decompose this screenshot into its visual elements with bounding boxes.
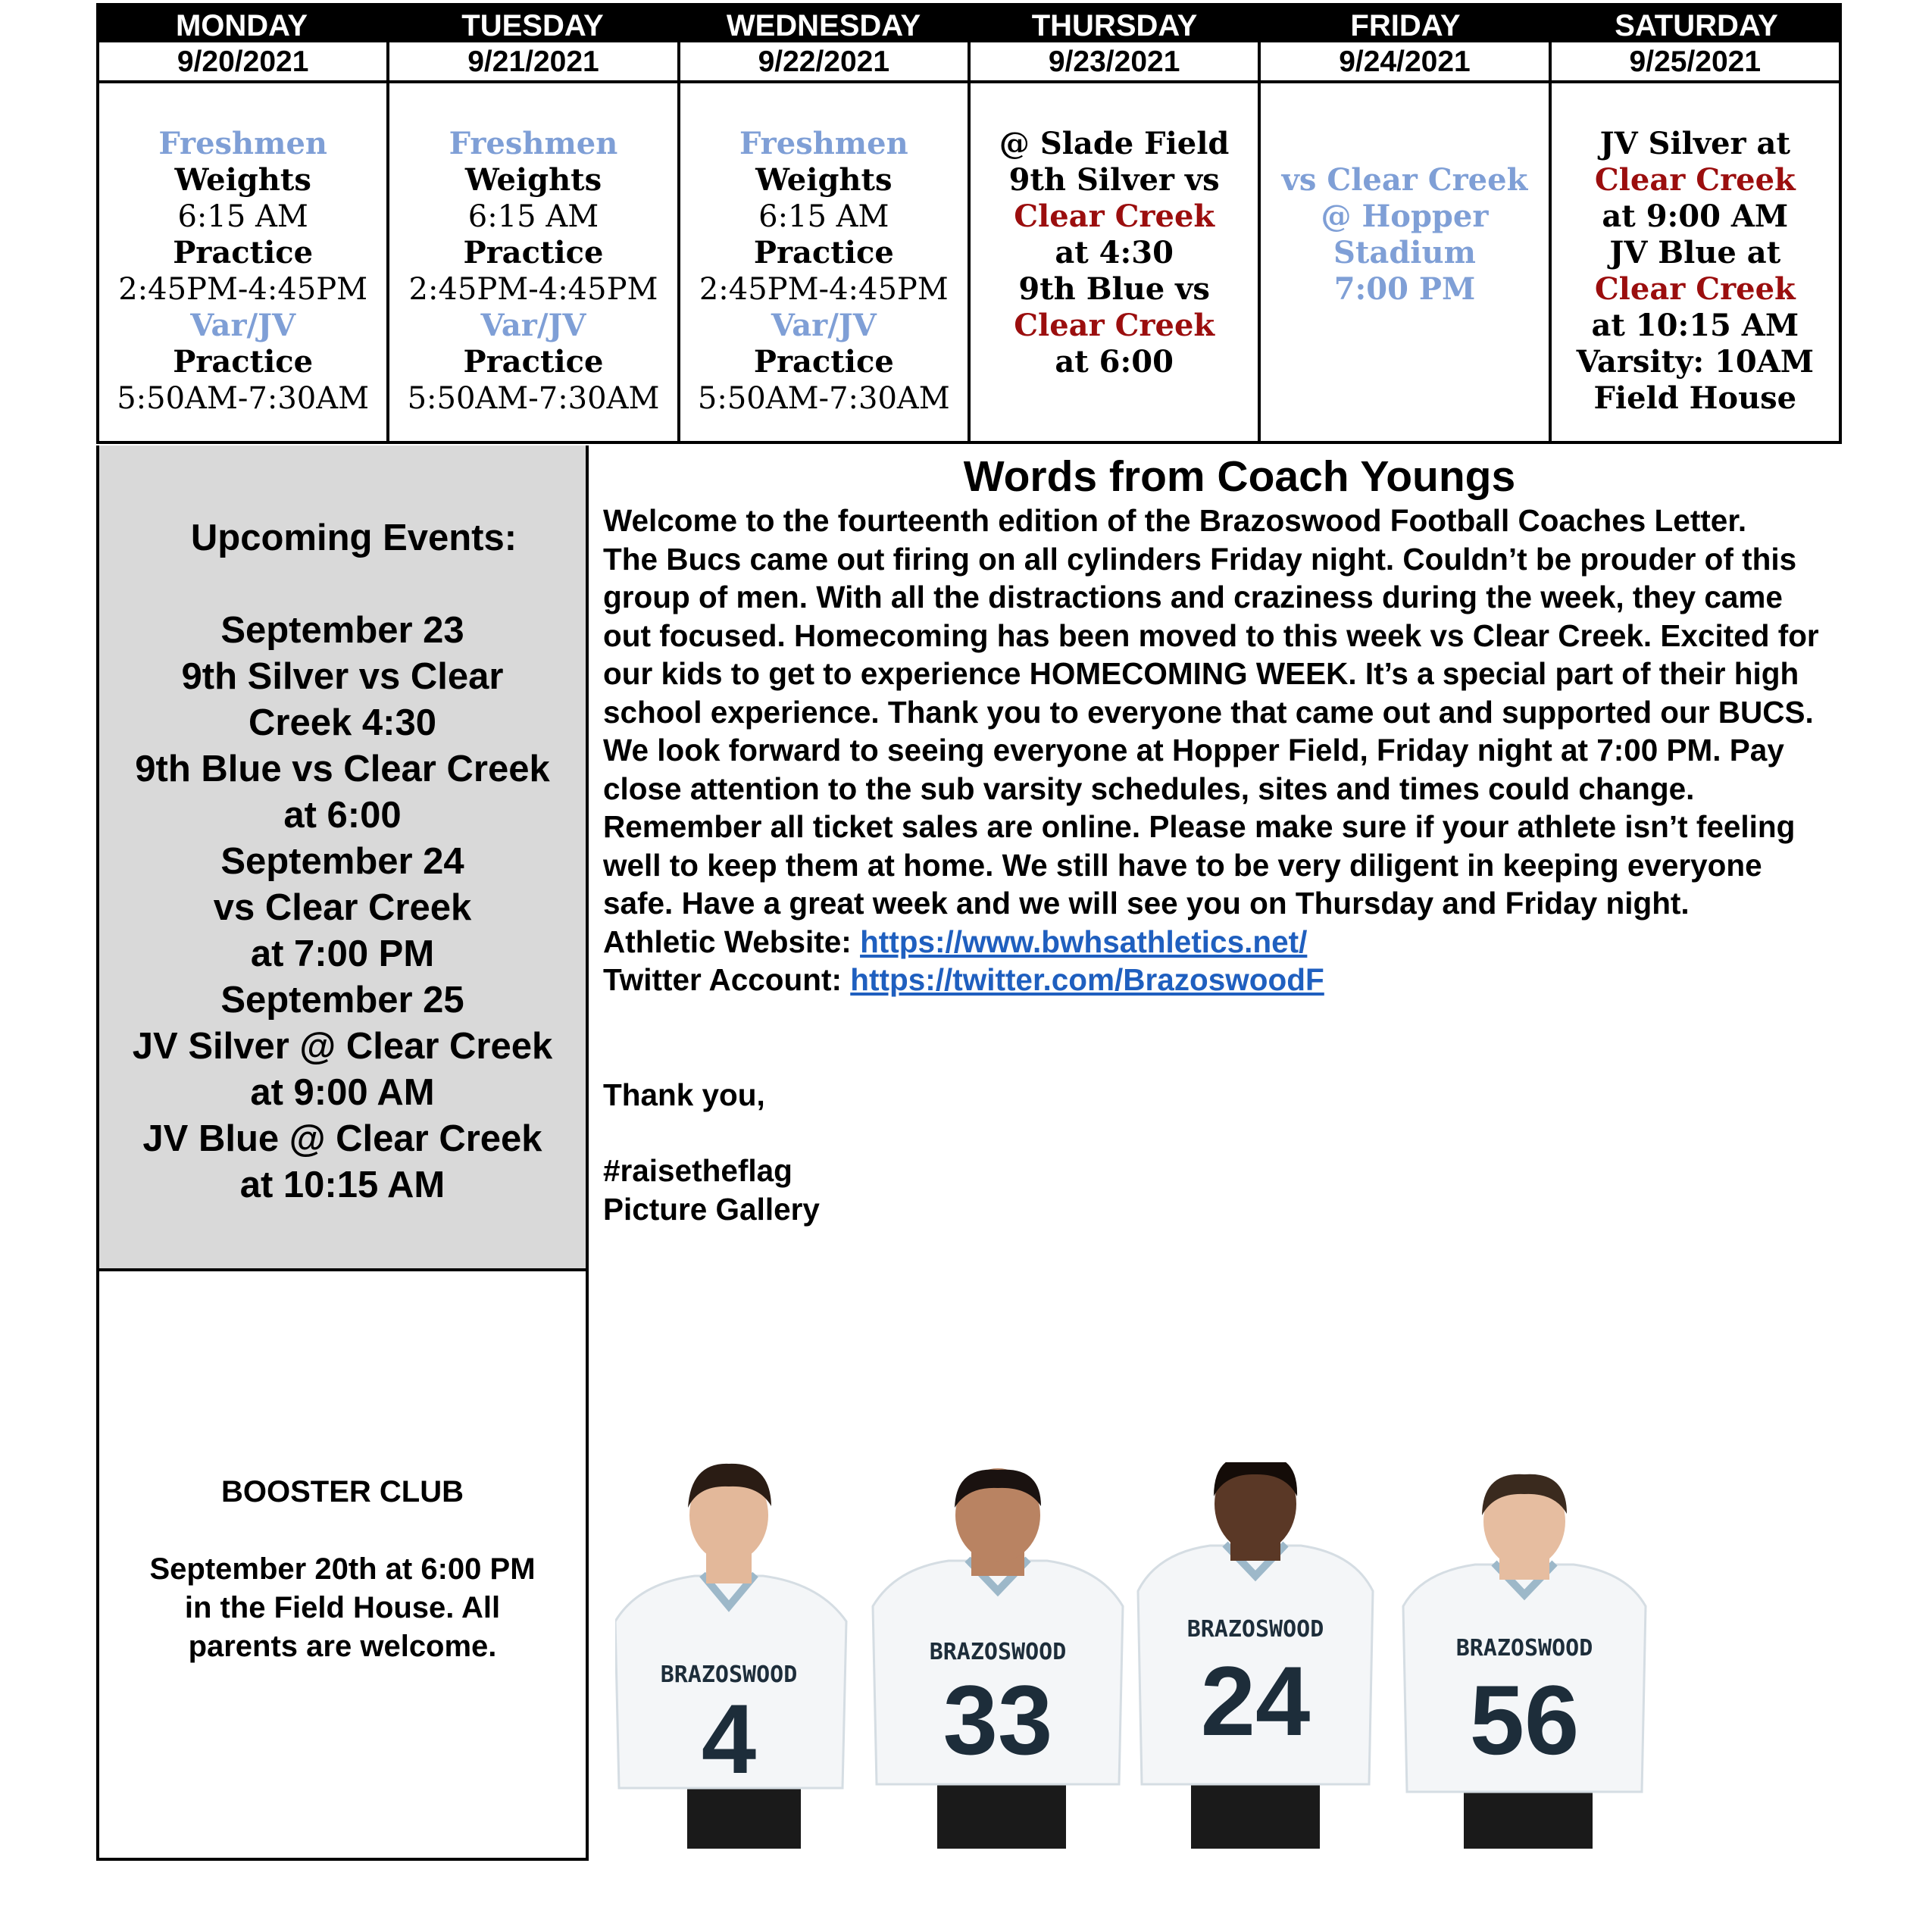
- schedule-cell-wednesday: [680, 83, 971, 441]
- jersey-number: 56: [1469, 1665, 1580, 1775]
- schedule-cell-monday: [99, 83, 389, 441]
- jersey-number: 4: [701, 1683, 757, 1794]
- weights-time: 6:15 AM: [758, 199, 889, 234]
- schedule-cell-saturday: [1552, 83, 1839, 441]
- saturday-line: Field House: [1593, 380, 1797, 416]
- player-photo-gallery: [615, 1462, 1668, 1849]
- jersey-number: 33: [943, 1665, 1053, 1775]
- saturday-line: JV Blue at: [1609, 235, 1781, 270]
- practice-label: Practice: [753, 344, 894, 380]
- practice-time: 2:45PM-4:45PM: [408, 272, 658, 307]
- schedule-body-row: [96, 83, 1842, 444]
- date-tuesday: 9/21/2021: [389, 42, 680, 80]
- jersey-team-name: BRAZOSWOOD: [660, 1662, 798, 1688]
- practice-time: 5:50AM-7:30AM: [697, 381, 950, 416]
- schedule-cell-friday: [1261, 83, 1551, 441]
- event-line: Creek 4:30: [249, 702, 436, 743]
- day-header-row: [96, 3, 1842, 42]
- saturday-line: Varsity: 10AM: [1576, 344, 1815, 380]
- hashtag: #raisetheflag: [603, 1153, 792, 1188]
- letter-signoff: Thank you,: [603, 1077, 765, 1112]
- day-name-friday: FRIDAY: [1350, 9, 1461, 42]
- varjv-label: Var/JV: [190, 308, 296, 343]
- freshmen-label: Freshmen: [449, 126, 618, 161]
- practice-time: 2:45PM-4:45PM: [699, 272, 949, 307]
- practice-label: Practice: [173, 344, 314, 380]
- varjv-label: Var/JV: [480, 308, 586, 343]
- coach-letter: [603, 452, 1830, 1228]
- event-line: September 24: [220, 841, 464, 882]
- saturday-line: JV Silver at: [1599, 126, 1790, 161]
- date-monday: 9/20/2021: [99, 42, 389, 80]
- weights-label: Weights: [464, 162, 602, 198]
- website-label: Athletic Website:: [603, 924, 861, 959]
- freshmen-label: Freshmen: [739, 126, 908, 161]
- freshmen-label: Freshmen: [158, 126, 327, 161]
- practice-label: Practice: [753, 235, 894, 270]
- day-name-tuesday: TUESDAY: [461, 9, 604, 42]
- practice-label: Practice: [463, 235, 604, 270]
- event-line: vs Clear Creek: [213, 887, 472, 928]
- weights-time: 6:15 AM: [467, 199, 599, 234]
- event-line: 9th Silver vs Clear: [181, 656, 504, 697]
- player-photos: [615, 1462, 1668, 1849]
- event-line: JV Silver @ Clear Creek: [132, 1026, 553, 1067]
- day-name-thursday: THURSDAY: [1031, 9, 1198, 42]
- opponent-name: Clear Creek: [1014, 199, 1215, 234]
- event-line: at 6:00: [283, 795, 402, 836]
- event-line: September 23: [220, 610, 464, 651]
- friday-line: vs Clear Creek: [1281, 162, 1528, 198]
- booster-club-title: BOOSTER CLUB: [221, 1475, 464, 1508]
- opponent-name: Clear Creek: [1014, 308, 1215, 343]
- practice-label: Practice: [173, 235, 314, 270]
- player-photo-33: [873, 1468, 1123, 1849]
- player-photo-4: [615, 1464, 846, 1849]
- practice-label: Practice: [463, 344, 604, 380]
- saturday-line: at 10:15 AM: [1591, 308, 1799, 343]
- jersey-number: 24: [1200, 1646, 1311, 1756]
- weights-time: 6:15 AM: [177, 199, 308, 234]
- practice-time: 5:50AM-7:30AM: [407, 381, 660, 416]
- letter-title: Words from Coach Youngs: [963, 452, 1516, 501]
- player-photo-24: [1138, 1462, 1373, 1849]
- upcoming-events-title: Upcoming Events:: [190, 517, 517, 558]
- friday-line: @ Hopper: [1321, 199, 1489, 234]
- twitter-link[interactable]: https://twitter.com/BrazoswoodF: [850, 962, 1324, 997]
- weights-label: Weights: [174, 162, 311, 198]
- weights-label: Weights: [755, 162, 893, 198]
- saturday-line: at 9:00 AM: [1602, 199, 1789, 234]
- jersey-team-name: BRAZOSWOOD: [929, 1639, 1067, 1665]
- thursday-line: 9th Blue vs: [1018, 271, 1210, 307]
- upcoming-events-panel: [96, 445, 589, 1271]
- day-name-saturday: SATURDAY: [1615, 9, 1778, 42]
- letter-body-text: The Bucs came out firing on all cylinders Friday night. Couldn’t be prouder of this group of men. With all the distractions and craziness during the week, they came out focused. Homecoming has been moved to this week vs Clear Creek. Excited for our kids to get to experience HOMECOMING WEEK. It’s a special part of their high school experience. Thank you to everyone that came out and supported our BUCS. We look forward to seeing everyone at Hopper Field, Friday night at 7:00 PM. Pay close attention to the sub varsity schedules, sites and times could change. Remember all ticket sales are online. Please make sure if your athlete isn’t feeling well to keep them at home. We still have to be very diligent in keeping everyone safe. Have a great week and we will see you on Thursday and Friday night.: [603, 541, 1819, 921]
- thursday-line: @ Slade Field: [999, 126, 1230, 161]
- event-line: JV Blue @ Clear Creek: [142, 1118, 542, 1159]
- booster-line: parents are welcome.: [188, 1630, 497, 1663]
- jersey-team-name: BRAZOSWOOD: [1455, 1635, 1593, 1662]
- opponent-name: Clear Creek: [1594, 162, 1796, 198]
- letter-welcome: Welcome to the fourteenth edition of the Brazoswood Football Coaches Letter.: [603, 503, 1747, 538]
- player-photo-56: [1403, 1474, 1646, 1849]
- picture-gallery-label: Picture Gallery: [603, 1191, 820, 1227]
- jersey-team-name: BRAZOSWOOD: [1186, 1616, 1324, 1643]
- practice-time: 2:45PM-4:45PM: [118, 272, 368, 307]
- thursday-line: at 4:30: [1055, 235, 1174, 270]
- thursday-line: at 6:00: [1055, 344, 1174, 380]
- booster-club-panel: [96, 1268, 589, 1861]
- athletic-website-link[interactable]: https://www.bwhsathletics.net/: [860, 924, 1308, 959]
- schedule-cell-tuesday: [389, 83, 680, 441]
- date-saturday: 9/25/2021: [1629, 45, 1762, 78]
- opponent-name: Clear Creek: [1594, 271, 1796, 307]
- varjv-label: Var/JV: [771, 308, 877, 343]
- booster-line: September 20th at 6:00 PM: [149, 1552, 536, 1586]
- friday-line: Stadium: [1333, 235, 1476, 270]
- twitter-label: Twitter Account:: [603, 962, 851, 997]
- event-line: at 7:00 PM: [250, 933, 435, 974]
- event-line: at 9:00 AM: [250, 1072, 435, 1113]
- date-thursday: 9/23/2021: [971, 42, 1261, 80]
- day-name-wednesday: WEDNESDAY: [726, 9, 921, 42]
- thursday-line: 9th Silver vs: [1008, 162, 1220, 198]
- date-friday: 9/24/2021: [1261, 42, 1551, 80]
- event-line: 9th Blue vs Clear Creek: [135, 749, 550, 789]
- practice-time: 5:50AM-7:30AM: [117, 381, 370, 416]
- booster-line: in the Field House. All: [184, 1591, 501, 1624]
- weekly-schedule: [96, 3, 1842, 444]
- event-line: at 10:15 AM: [239, 1165, 445, 1205]
- day-name-monday: MONDAY: [175, 9, 308, 42]
- athletic-website-line: [603, 923, 1830, 961]
- date-wednesday: 9/22/2021: [680, 42, 971, 80]
- date-row: [96, 42, 1842, 83]
- friday-line: 7:00 PM: [1333, 271, 1476, 307]
- twitter-line: [603, 961, 1830, 999]
- schedule-cell-thursday: [971, 83, 1261, 441]
- event-line: September 25: [220, 980, 464, 1021]
